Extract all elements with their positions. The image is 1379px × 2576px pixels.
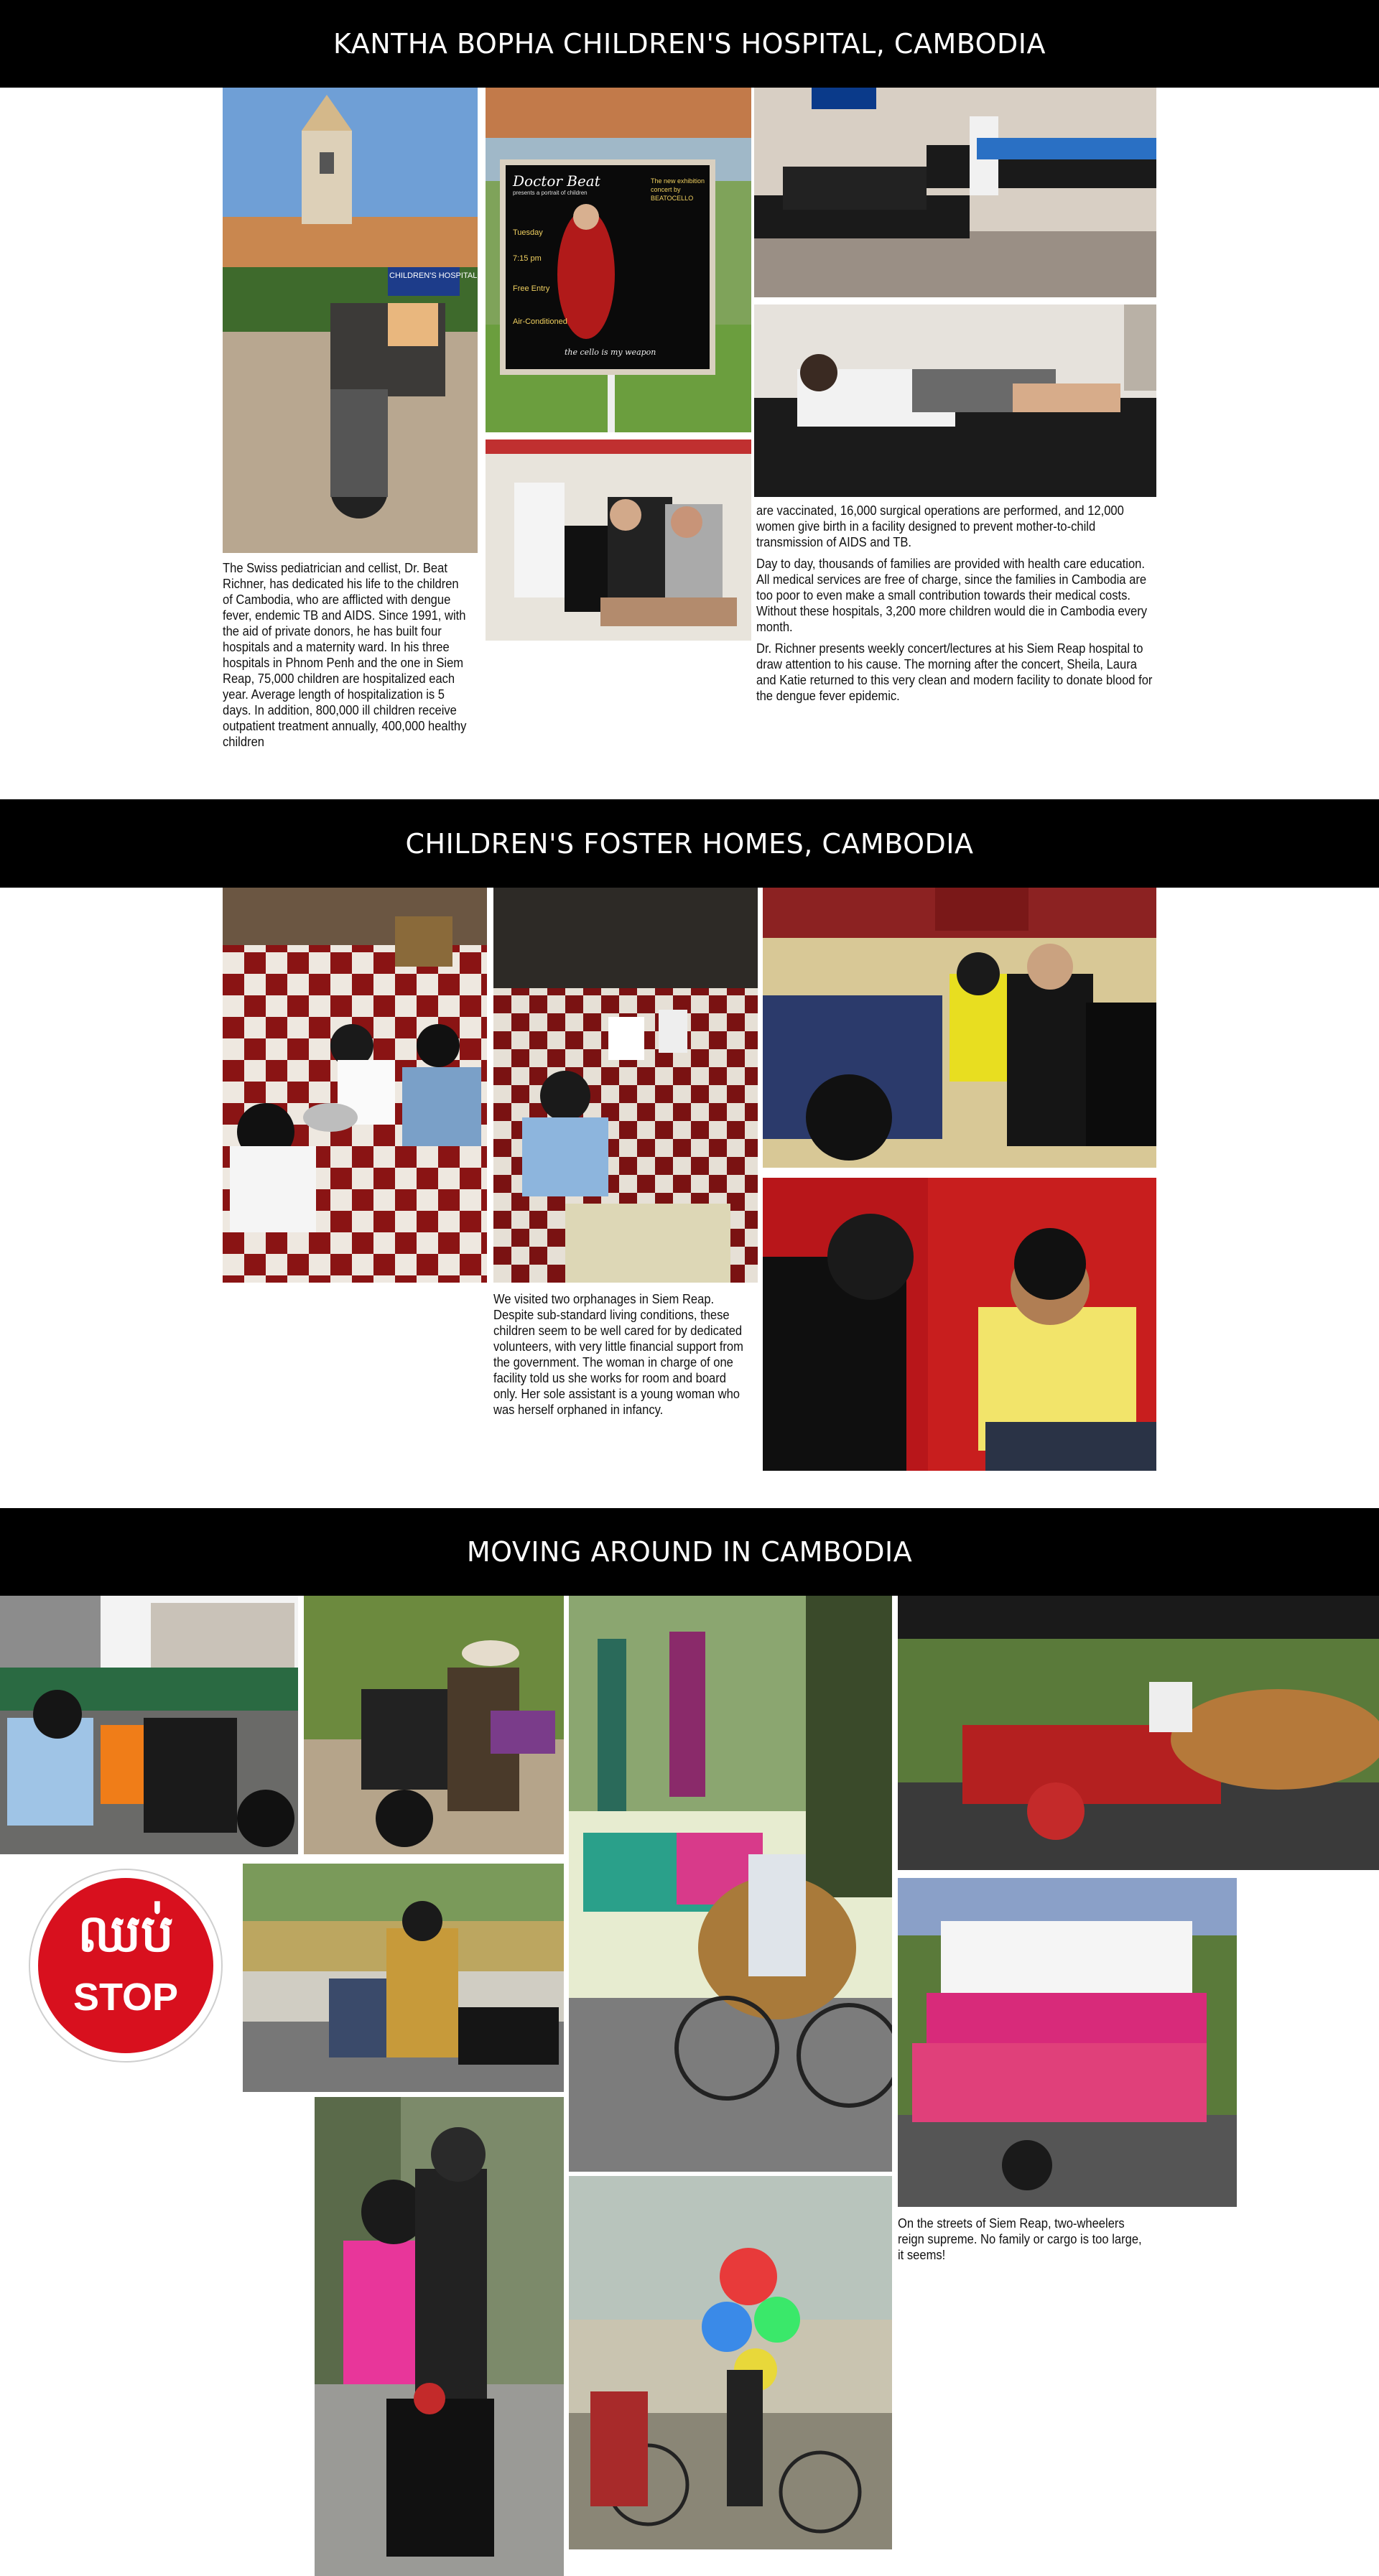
- photo-donor-2: [754, 304, 1156, 497]
- photo-girl-motorbike: [315, 2097, 564, 2576]
- photo-donor-1: [754, 88, 1156, 297]
- photo-orphanage-room: [493, 888, 758, 1283]
- hospital-text-left: [223, 560, 470, 755]
- photo-child-motorbike: [763, 888, 1156, 1168]
- poster-quote: the cello is my weapon: [565, 348, 656, 357]
- hospital-text-right: [756, 503, 1156, 710]
- foster-paragraph: We visited two orphanages in Siem Reap. Despite sub-standard living conditions, these children seem to be well cared for by dedicated volunteers, with very little financial support from the government. The woman in charge of one facility told us she works for room and board only. Her sole assistant is a young woman who was herself orphaned in infancy.: [493, 1292, 743, 1417]
- stop-sign-english: STOP: [73, 1976, 179, 2019]
- poster-time: 7:15 pm: [513, 254, 542, 263]
- section-banner-hospital: [0, 0, 1379, 88]
- poster-day: Tuesday: [513, 228, 543, 237]
- hospital-paragraph-4: Dr. Richner presents weekly concert/lectures at his Siem Reap hospital to draw attention to his cause. The morning after the concert, Sheila, Laura and Katie returned to this very clean and modern facility to donate blood for the dengue fever epidemic.: [756, 641, 1153, 703]
- photo-family-scooter: [0, 1596, 298, 1854]
- stop-sign-khmer: ឈប់: [78, 1903, 174, 1963]
- hospital-sign: CHILDREN'S HOSPITAL: [389, 271, 478, 280]
- photo-concert-poster: [486, 88, 751, 432]
- photo-tuktuk-trailer: [898, 1596, 1379, 1870]
- section-banner-foster: [0, 799, 1379, 888]
- poster-title: Doctor Beat: [513, 172, 600, 190]
- photo-volunteer-boy: [763, 1178, 1156, 1471]
- poster-side-text: The new exhibition concert by BEATOCELLO: [651, 177, 705, 202]
- photo-hospital-exterior: [223, 88, 478, 553]
- section-title-hospital: KANTHA BOPHA CHILDREN'S HOSPITAL, CAMBODIA: [333, 28, 1046, 60]
- section-banner-moving: [0, 1508, 1379, 1596]
- poster-subtitle: presents a portrait of children: [513, 190, 588, 196]
- photo-broom-bicycle: [569, 1596, 892, 2172]
- moving-text: [898, 2215, 1142, 2269]
- photo-children-eating: [223, 888, 487, 1283]
- photo-mother-child-scooter: [243, 1864, 564, 2092]
- foster-text: [493, 1291, 751, 1423]
- stop-sign: [27, 1867, 224, 2064]
- photo-donation-room: [486, 440, 751, 641]
- hospital-paragraph-2: are vaccinated, 16,000 surgical operations are performed, and 12,000 women give birth in a facility designed to prevent mother-to-child transmission of AIDS and TB.: [756, 503, 1124, 549]
- photo-balloon-vendor: [569, 2176, 892, 2549]
- hospital-paragraph-1: The Swiss pediatrician and cellist, Dr. Beat Richner, has dedicated his life to the children of Cambodia, who are afflicted with dengue fever, endemic TB and AIDS. Since 1991, with the aid of private donors, he has built four hospitals and a maternity ward. In his three hospitals in Phnom Penh and the one in Siem Reap, 75,000 children are hospitalized each year. Average length of hospitalization is 5 days. In addition, 800,000 ill children receive outpatient treatment annually, 400,000 healthy children: [223, 561, 467, 749]
- poster-entry: Free Entry: [513, 284, 550, 293]
- section-title-moving: MOVING AROUND IN CAMBODIA: [466, 1536, 913, 1568]
- poster-ac: Air-Conditioned: [513, 317, 567, 326]
- section-title-foster: CHILDREN'S FOSTER HOMES, CAMBODIA: [405, 827, 974, 860]
- photo-mattress-cargo: [898, 1878, 1237, 2207]
- moving-paragraph: On the streets of Siem Reap, two-wheelers reign supreme. No family or cargo is too large, it seems!: [898, 2216, 1142, 2262]
- photo-motorbike-group: [304, 1596, 564, 1854]
- hospital-paragraph-3: Day to day, thousands of families are provided with health care education. All medical services are free of charge, since the families in Cambodia are too poor to even make a small contribution towards their medical costs. Without these hospitals, 3,200 more children would die in Cambodia every month.: [756, 557, 1148, 634]
